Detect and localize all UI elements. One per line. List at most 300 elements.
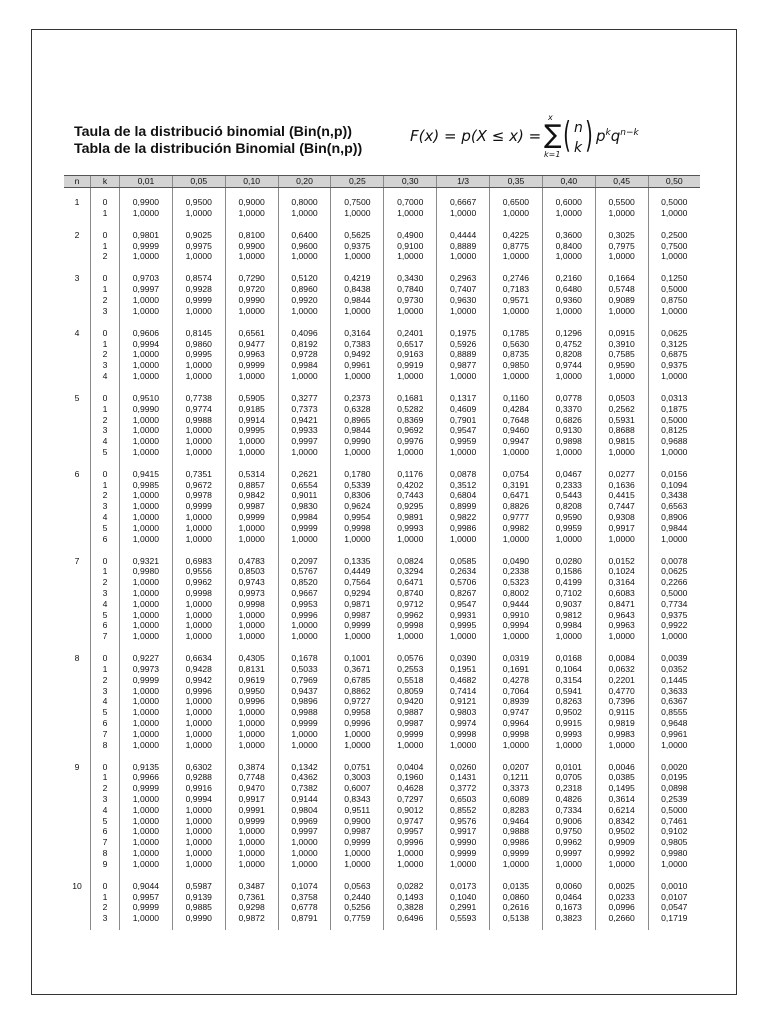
cdf-value: 0,9999: [291, 717, 318, 728]
cdf-value: 1,0000: [132, 577, 160, 588]
formula-left-paren: (: [563, 115, 571, 156]
cdf-value: 0,0996: [608, 902, 635, 913]
probability-cell: [595, 756, 648, 875]
cdf-value: 0,6634: [185, 653, 212, 664]
cdf-value: 1,0000: [132, 696, 160, 707]
cdf-value: 0,9917: [608, 522, 635, 533]
cdf-value: 0,5443: [555, 490, 582, 501]
cdf-value: 1,0000: [449, 370, 477, 381]
cdf-value: 0,1040: [449, 891, 477, 902]
probability-cell: [225, 875, 278, 929]
cdf-value: 1,0000: [344, 446, 371, 457]
cdf-value: 0,9999: [132, 902, 160, 913]
probability-cell: [437, 188, 490, 225]
cdf-value: 0,9958: [344, 707, 371, 718]
cdf-value: 1,0000: [238, 305, 265, 316]
table-row-group: [64, 224, 700, 268]
probability-cell: [542, 875, 595, 929]
cdf-value: 0,8552: [449, 804, 477, 815]
probability-cell: [490, 268, 543, 322]
cdf-value: 1,0000: [132, 847, 160, 858]
table-row-group: [64, 387, 700, 463]
k-cell: [91, 463, 120, 550]
cdf-value: 0,8306: [344, 490, 371, 501]
column-header: 0,35: [490, 176, 543, 188]
k-value: 0: [102, 880, 108, 891]
cdf-value: 0,9999: [238, 815, 265, 826]
cdf-value: 0,8471: [608, 598, 635, 609]
cdf-value: 1,0000: [397, 533, 424, 544]
cdf-value: 0,8059: [397, 685, 424, 696]
cdf-value: 1,0000: [132, 588, 160, 599]
cdf-value: 0,8857: [238, 479, 265, 490]
cdf-value: 1,0000: [291, 620, 318, 631]
cdf-value: 1,0000: [397, 370, 424, 381]
probability-cell: [278, 322, 331, 387]
cdf-value: 0,8208: [555, 501, 582, 512]
probability-cell: [648, 648, 700, 756]
cdf-value: 0,9888: [502, 826, 530, 837]
probability-cell: [595, 648, 648, 756]
cdf-value: 0,9415: [132, 468, 160, 479]
cdf-value: 0,8002: [502, 588, 530, 599]
cdf-value: 0,3430: [397, 273, 424, 284]
cdf-value: 1,0000: [397, 251, 424, 262]
probability-cell: [172, 387, 225, 463]
k-value: 7: [102, 728, 108, 739]
cdf-value: 1,0000: [238, 251, 265, 262]
probability-cell: [490, 322, 543, 387]
cdf-value: 0,0156: [661, 468, 688, 479]
n-value: 10: [72, 880, 82, 891]
cdf-value: 1,0000: [185, 858, 212, 869]
cdf-value: 1,0000: [449, 305, 477, 316]
cdf-value: 0,0168: [555, 653, 582, 664]
cdf-value: 0,9420: [397, 696, 424, 707]
cdf-value: 0,9130: [555, 425, 582, 436]
k-value: 5: [102, 707, 108, 718]
cdf-value: 1,0000: [132, 707, 160, 718]
cdf-value: 0,3277: [291, 392, 318, 403]
cdf-value: 1,0000: [555, 207, 582, 218]
probability-cell: [542, 188, 595, 225]
cdf-value: 0,8960: [291, 284, 318, 295]
cdf-value: 0,4284: [502, 403, 530, 414]
cdf-value: 1,0000: [238, 436, 265, 447]
cdf-value: 0,7969: [291, 674, 318, 685]
cdf-value: 1,0000: [238, 739, 265, 750]
cdf-value: 1,0000: [185, 826, 212, 837]
formula-q-exponent: n−k: [620, 128, 639, 138]
cdf-value: 1,0000: [132, 436, 160, 447]
cdf-value: 0,5931: [608, 414, 635, 425]
cdf-value: 1,0000: [555, 858, 582, 869]
probability-cell: [490, 648, 543, 756]
cdf-value: 0,5033: [291, 664, 318, 674]
cdf-value: 0,9375: [661, 609, 688, 620]
cdf-value: 0,9996: [291, 609, 318, 620]
cdf-value: 0,3025: [608, 229, 635, 240]
cdf-value: 1,0000: [132, 370, 160, 381]
cdf-value: 0,5630: [502, 338, 530, 349]
cdf-value: 0,9900: [132, 197, 160, 207]
table-row-group: [64, 188, 700, 225]
probability-cell: [278, 224, 331, 268]
cdf-value: 0,9986: [449, 522, 477, 533]
cdf-value: 0,8965: [344, 414, 371, 425]
cdf-value: 1,0000: [502, 858, 530, 869]
probability-cell: [331, 875, 384, 929]
cdf-value: 0,9998: [344, 522, 371, 533]
cdf-value: 1,0000: [449, 858, 477, 869]
cdf-value: 0,9743: [238, 577, 265, 588]
cdf-value: 1,0000: [344, 739, 371, 750]
cdf-value: 0,9115: [608, 707, 635, 718]
cdf-value: 0,5339: [344, 479, 371, 490]
cdf-value: 0,0277: [608, 468, 635, 479]
cdf-value: 1,0000: [397, 305, 424, 316]
probability-cell: [172, 648, 225, 756]
cdf-value: 1,0000: [185, 425, 212, 436]
cdf-value: 0,9900: [238, 240, 265, 251]
cdf-value: 0,9947: [502, 436, 530, 447]
cdf-value: 1,0000: [132, 728, 160, 739]
cdf-value: 0,0754: [502, 468, 530, 479]
probability-cell: [120, 387, 173, 463]
cdf-value: 0,5518: [397, 674, 424, 685]
cdf-value: 0,7396: [608, 696, 635, 707]
cdf-value: 0,9163: [397, 349, 424, 360]
cdf-value: 0,9871: [344, 598, 371, 609]
k-value: 4: [102, 512, 108, 523]
cdf-value: 0,9999: [132, 783, 160, 794]
cdf-value: 0,9421: [291, 414, 318, 425]
cdf-value: 0,3125: [661, 338, 688, 349]
cdf-value: 0,9998: [502, 728, 530, 739]
cdf-value: 0,8369: [397, 414, 424, 425]
cdf-value: 0,6667: [449, 197, 477, 207]
k-value: 3: [102, 588, 108, 599]
cdf-value: 0,9619: [238, 674, 265, 685]
cdf-value: 1,0000: [661, 631, 688, 642]
probability-cell: [648, 756, 700, 875]
cdf-value: 0,9606: [132, 327, 160, 338]
probability-cell: [384, 550, 437, 648]
cdf-value: 0,2616: [502, 902, 530, 913]
cdf-value: 0,9988: [291, 707, 318, 718]
cdf-value: 0,8750: [661, 294, 688, 305]
cdf-value: 0,9964: [502, 717, 530, 728]
cdf-value: 1,0000: [608, 631, 635, 642]
probability-cell: [542, 756, 595, 875]
cdf-value: 0,1431: [449, 772, 477, 783]
probability-cell: [331, 224, 384, 268]
k-value: 1: [102, 338, 108, 349]
cdf-value: 1,0000: [238, 837, 265, 848]
cdf-value: 1,0000: [185, 631, 212, 642]
cdf-value: 0,1960: [397, 772, 424, 783]
n-value: 2: [74, 229, 80, 240]
cdf-value: 0,3154: [555, 674, 582, 685]
cdf-value: 1,0000: [661, 446, 688, 457]
k-value: 8: [102, 847, 108, 858]
k-value: 5: [102, 446, 108, 457]
cdf-value: 0,0233: [608, 891, 635, 902]
cdf-value: 0,9996: [344, 717, 371, 728]
cdf-value: 0,4415: [608, 490, 635, 501]
cdf-value: 1,0000: [132, 815, 160, 826]
cdf-value: 0,5500: [608, 197, 635, 207]
probability-cell: [595, 224, 648, 268]
cdf-value: 0,9872: [238, 913, 265, 924]
cdf-value: 0,9916: [185, 783, 212, 794]
cdf-value: 0,8775: [502, 240, 530, 251]
formula-binomial-coefficient: [560, 115, 594, 158]
cdf-value: 0,6983: [185, 555, 212, 566]
cdf-value: 0,2746: [502, 273, 530, 284]
probability-cell: [648, 188, 700, 225]
cdf-value: 0,2401: [397, 327, 424, 338]
cdf-value: 0,8342: [608, 815, 635, 826]
probability-cell: [542, 322, 595, 387]
cdf-value: 0,9011: [291, 490, 318, 501]
cdf-value: 0,0898: [661, 783, 688, 794]
cdf-value: 0,9984: [291, 360, 318, 371]
cdf-value: 0,1586: [555, 566, 582, 577]
cdf-value: 0,9985: [132, 479, 160, 490]
cdf-value: 0,2539: [661, 793, 688, 804]
cdf-value: 0,7290: [238, 273, 265, 284]
k-value: 3: [102, 305, 108, 316]
column-header: 0,05: [172, 176, 225, 188]
cdf-value: 0,8000: [291, 197, 318, 207]
cdf-value: 0,9801: [132, 229, 160, 240]
cdf-value: 0,9624: [344, 501, 371, 512]
cdf-value: 1,0000: [661, 370, 688, 381]
cdf-value: 0,2553: [397, 664, 424, 674]
cdf-value: 0,9959: [555, 522, 582, 533]
cdf-value: 0,2318: [555, 783, 582, 794]
probability-cell: [542, 268, 595, 322]
probability-cell: [120, 188, 173, 225]
cdf-value: 0,0313: [661, 392, 688, 403]
cdf-value: 0,2201: [608, 674, 635, 685]
cdf-value: 0,9571: [502, 294, 530, 305]
probability-cell: [648, 875, 700, 929]
cdf-value: 0,4628: [397, 783, 424, 794]
n-value: 1: [74, 197, 80, 207]
cdf-value: 0,9511: [344, 804, 371, 815]
binomial-table: [64, 175, 700, 930]
cdf-value: 0,7351: [185, 468, 212, 479]
cdf-value: 0,8906: [661, 512, 688, 523]
cdf-value: 0,9997: [555, 847, 582, 858]
probability-cell: [542, 463, 595, 550]
formula-binom-bottom: k: [574, 140, 583, 156]
cdf-value: 0,3600: [555, 229, 582, 240]
cdf-value: 1,0000: [132, 598, 160, 609]
cdf-value: 0,9966: [132, 772, 160, 783]
probability-cell: [331, 648, 384, 756]
cdf-value: 0,4826: [555, 793, 582, 804]
column-header: 0,30: [384, 176, 437, 188]
cdf-value: 0,8555: [661, 707, 688, 718]
column-header: 0,25: [331, 176, 384, 188]
cdf-value: 0,1636: [608, 479, 635, 490]
cdf-value: 0,8208: [555, 349, 582, 360]
cdf-value: 0,5256: [344, 902, 371, 913]
table-row-group: [64, 648, 700, 756]
cdf-value: 0,0107: [661, 891, 688, 902]
cdf-value: 0,9998: [397, 620, 424, 631]
k-value: 3: [102, 425, 108, 436]
cdf-value: 1,0000: [608, 305, 635, 316]
cdf-value: 0,5000: [661, 588, 688, 599]
cdf-value: 0,1719: [661, 913, 688, 924]
cdf-value: 0,9044: [132, 880, 160, 891]
cdf-value: 0,4609: [449, 403, 477, 414]
k-value: 1: [102, 403, 108, 414]
cdf-value: 0,4278: [502, 674, 530, 685]
k-value: 2: [102, 577, 108, 588]
cdf-value: 0,9850: [502, 360, 530, 371]
cdf-value: 0,9375: [661, 360, 688, 371]
cdf-value: 0,9891: [397, 512, 424, 523]
cdf-value: 1,0000: [449, 739, 477, 750]
cdf-value: 0,5323: [502, 577, 530, 588]
cdf-value: 1,0000: [132, 360, 160, 371]
cdf-value: 0,5138: [502, 913, 530, 924]
cdf-value: 0,9144: [291, 793, 318, 804]
cdf-value: 0,9990: [449, 837, 477, 848]
cdf-value: 0,4362: [291, 772, 318, 783]
cdf-value: 0,7901: [449, 414, 477, 425]
cdf-value: 0,9703: [132, 273, 160, 284]
cdf-value: 1,0000: [397, 847, 424, 858]
cdf-value: 1,0000: [185, 522, 212, 533]
cdf-value: 0,9999: [238, 512, 265, 523]
cdf-value: 1,0000: [132, 609, 160, 620]
cdf-value: 0,9919: [397, 360, 424, 371]
cdf-value: 0,9931: [449, 609, 477, 620]
cdf-value: 1,0000: [291, 739, 318, 750]
cdf-value: 1,0000: [608, 858, 635, 869]
cdf-value: 0,6561: [238, 327, 265, 338]
cdf-value: 0,8131: [238, 664, 265, 674]
k-value: 2: [102, 783, 108, 794]
cdf-value: 1,0000: [238, 858, 265, 869]
probability-cell: [278, 875, 331, 929]
cdf-value: 0,3438: [661, 490, 688, 501]
n-value: 7: [74, 555, 80, 566]
cdf-value: 0,0878: [449, 468, 477, 479]
table-row-group: [64, 322, 700, 387]
cdf-value: 0,9987: [397, 717, 424, 728]
cdf-value: 0,9922: [661, 620, 688, 631]
k-value: 3: [102, 793, 108, 804]
k-value: 4: [102, 804, 108, 815]
cdf-value: 0,3512: [449, 479, 477, 490]
cdf-value: 0,9980: [661, 847, 688, 858]
cdf-value: 1,0000: [397, 446, 424, 457]
formula-right-paren: ): [585, 115, 593, 156]
cdf-value: 0,9963: [238, 349, 265, 360]
cdf-value: 0,9444: [502, 598, 530, 609]
cdf-value: 0,1673: [555, 902, 582, 913]
probability-cell: [278, 387, 331, 463]
cdf-value: 0,9227: [132, 653, 160, 664]
cdf-value: 1,0000: [238, 847, 265, 858]
cdf-value: 1,0000: [555, 533, 582, 544]
cdf-value: 0,9877: [449, 360, 477, 371]
n-cell: [64, 268, 91, 322]
cdf-value: 0,9995: [238, 425, 265, 436]
cdf-value: 0,9974: [449, 717, 477, 728]
cdf-value: 0,9993: [397, 522, 424, 533]
probability-cell: [384, 875, 437, 929]
cdf-value: 0,9996: [397, 837, 424, 848]
cdf-value: 0,4444: [449, 229, 477, 240]
cdf-value: 0,9999: [344, 837, 371, 848]
probability-cell: [120, 322, 173, 387]
cdf-value: 0,9428: [185, 664, 212, 674]
cdf-value: 0,8735: [502, 349, 530, 360]
n-cell: [64, 224, 91, 268]
cdf-value: 0,9957: [132, 891, 160, 902]
n-cell: [64, 463, 91, 550]
table-row-group: [64, 268, 700, 322]
cdf-value: 0,1064: [555, 664, 582, 674]
cdf-value: 1,0000: [132, 305, 160, 316]
cdf-value: 0,9804: [291, 804, 318, 815]
cdf-value: 0,9860: [185, 338, 212, 349]
cdf-value: 1,0000: [344, 858, 371, 869]
cdf-value: 1,0000: [502, 631, 530, 642]
probability-cell: [331, 550, 384, 648]
k-value: 0: [102, 273, 108, 284]
cdf-value: 0,9910: [502, 609, 530, 620]
column-header: 0,20: [278, 176, 331, 188]
cdf-value: 0,8862: [344, 685, 371, 696]
cdf-value: 0,6367: [661, 696, 688, 707]
cdf-value: 0,1678: [291, 653, 318, 664]
cdf-value: 0,9012: [397, 804, 424, 815]
cdf-value: 0,9502: [608, 826, 635, 837]
cdf-value: 0,9900: [344, 815, 371, 826]
formula-sum-upper: x: [548, 113, 553, 122]
cdf-value: 1,0000: [132, 913, 160, 924]
cdf-value: 0,0625: [661, 327, 688, 338]
cdf-value: 0,7414: [449, 685, 477, 696]
cdf-value: 0,9437: [291, 685, 318, 696]
cdf-value: 1,0000: [185, 739, 212, 750]
cdf-value: 0,8192: [291, 338, 318, 349]
cdf-value: 1,0000: [132, 522, 160, 533]
cdf-value: 0,5000: [661, 284, 688, 295]
cdf-value: 0,2160: [555, 273, 582, 284]
cdf-value: 0,2562: [608, 403, 635, 414]
cdf-value: 0,7102: [555, 588, 582, 599]
cdf-value: 0,0385: [608, 772, 635, 783]
cdf-value: 0,1664: [608, 273, 635, 284]
cdf-value: 0,9308: [608, 512, 635, 523]
cdf-value: 1,0000: [132, 251, 160, 262]
cdf-value: 0,0282: [397, 880, 424, 891]
cdf-value: 1,0000: [185, 837, 212, 848]
cdf-value: 0,0490: [502, 555, 530, 566]
cdf-value: 0,9998: [238, 598, 265, 609]
cdf-value: 0,5120: [291, 273, 318, 284]
